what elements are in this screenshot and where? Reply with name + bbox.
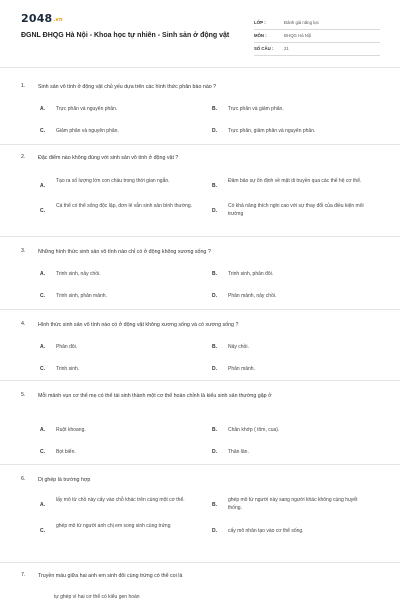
question-number: 2. xyxy=(21,154,26,160)
question-number: 4. xyxy=(21,321,26,327)
meta-value: 21 xyxy=(284,46,289,51)
logo-text: 2048 xyxy=(21,12,53,25)
option-label: C. xyxy=(40,293,45,299)
option-text: Đảm bảo sự ổn định về mặt di truyền qua các thế hệ cơ thể. xyxy=(228,178,362,184)
option-text: Phân mảnh. xyxy=(228,366,255,372)
option-text: Trực phân và giảm phân. xyxy=(228,106,284,112)
question-number: 6. xyxy=(21,476,26,482)
divider xyxy=(0,236,400,237)
question-text: Hình thức sinh sản vô tính nào có ở động vật không xương sống và có xương sống ? xyxy=(38,322,239,328)
option-label: C. xyxy=(40,528,45,534)
option-label: C. xyxy=(40,128,45,134)
option-text: lấy mô từ chồ này cấy vào chỗ khác trên cùng một cơ thể. xyxy=(56,497,185,503)
option-label: B. xyxy=(212,427,217,433)
option-text: Trinh sinh, nảy chồi. xyxy=(56,271,101,277)
option-label: D. xyxy=(212,366,217,372)
option-label: C. xyxy=(40,449,45,455)
meta-row-subject xyxy=(254,30,380,43)
option-text: Trinh sinh, phân mảnh. xyxy=(56,293,107,299)
option-label: B. xyxy=(212,502,217,508)
option-text: Phân mảnh, nảy chồi. xyxy=(228,293,277,299)
question-text: Đặc điểm nào không đúng với sinh sản vô tính ở động vật ? xyxy=(38,155,179,161)
option-label: A. xyxy=(40,183,45,189)
option-label: D. xyxy=(212,449,217,455)
option-text: Phân đôi. xyxy=(56,344,78,350)
meta-key: LỚP : xyxy=(254,20,266,25)
option-text: Trinh sinh, phân đôi. xyxy=(228,271,274,277)
document-title: ĐGNL ĐHQG Hà Nội - Khoa học tự nhiên - Sinh sản ở động vật xyxy=(21,32,230,39)
option-text: Tạo ra số lượng lớn con cháu trong thời gian ngắn. xyxy=(56,178,170,184)
option-text: cấy mô nhân tạo vào cơ thể sống. xyxy=(228,528,304,534)
site-logo[interactable] xyxy=(21,12,63,25)
option-label: B. xyxy=(212,271,217,277)
divider xyxy=(0,380,400,381)
meta-key: SỐ CÂU : xyxy=(254,46,274,51)
option-label: B. xyxy=(212,344,217,350)
option-text: Cá thể có thể sống độc lập, đơn lẻ vẫn sinh sản bình thường. xyxy=(56,203,193,209)
option-text: Thân lân. xyxy=(228,449,249,455)
option-label: A. xyxy=(40,344,45,350)
meta-value: ĐHQG Hà Nội xyxy=(284,33,312,38)
option-label: D. xyxy=(212,528,217,534)
option-label: D. xyxy=(212,128,217,134)
document-meta xyxy=(254,17,380,56)
divider xyxy=(0,67,400,68)
option-label: C. xyxy=(40,208,45,214)
option-text: ghép mô từ người này sang người khác không cùng huyết thống. xyxy=(228,497,358,511)
option-text: Trực phân, giảm phân và nguyên phân. xyxy=(228,128,316,134)
meta-row-count xyxy=(254,43,380,56)
divider xyxy=(0,562,400,563)
option-text: Trinh sinh. xyxy=(56,366,80,372)
option-label: D. xyxy=(212,293,217,299)
option-label: A. xyxy=(40,427,45,433)
option-text: ghép mô từ người anh chị em song sinh cùng trứng xyxy=(56,523,171,529)
option-text: Có khả năng thích nghi cao với sự thay đổi của điều kiện môi trường xyxy=(228,203,364,217)
meta-row-class xyxy=(254,17,380,30)
question-text: Sinh sản vô tính ở động vật chủ yếu dựa trên các hình thức phân bào nào ? xyxy=(38,84,217,90)
option-label: C. xyxy=(40,366,45,372)
option-label: D. xyxy=(212,208,217,214)
document-header xyxy=(0,0,400,62)
option-text: Nảy chồi. xyxy=(228,344,249,350)
option-text: tự ghép vì hai cơ thể có kiểu gen hoàn xyxy=(54,594,140,600)
option-text: Chân khớp ( tôm, cua). xyxy=(228,427,280,433)
logo-suffix: .vn xyxy=(53,17,63,23)
question-text: Những hình thức sinh sản vô tính nào chỉ có ở động không xương sống ? xyxy=(38,249,211,255)
meta-key: MÔN : xyxy=(254,33,267,38)
option-label: A. xyxy=(40,502,45,508)
option-text: Ruột khoang. xyxy=(56,427,86,433)
option-label: A. xyxy=(40,271,45,277)
question-number: 3. xyxy=(21,248,26,254)
divider xyxy=(0,144,400,145)
option-label: B. xyxy=(212,106,217,112)
divider xyxy=(0,309,400,310)
question-text: Dị ghép là trường hợp xyxy=(38,477,91,483)
question-text: Truyền máu giữa hai anh em sinh đôi cùng trứng có thể coi là xyxy=(38,573,183,579)
option-label: B. xyxy=(212,183,217,189)
option-label: A. xyxy=(40,106,45,112)
question-number: 7. xyxy=(21,572,26,578)
meta-value: Đánh giá năng lực xyxy=(284,20,320,25)
option-text: Giảm phân và nguyên phân. xyxy=(56,128,119,134)
option-text: Trực phân và nguyên phân. xyxy=(56,106,118,112)
question-number: 5. xyxy=(21,392,26,398)
question-text: Mỗi mảnh vụn cơ thể mẹ có thể tái sinh thành một cơ thể hoàn chỉnh là kiểu sinh sản thường gặp ở xyxy=(38,393,272,399)
option-text: Bọt biển. xyxy=(56,449,76,455)
question-number: 1. xyxy=(21,83,26,89)
divider xyxy=(0,464,400,465)
